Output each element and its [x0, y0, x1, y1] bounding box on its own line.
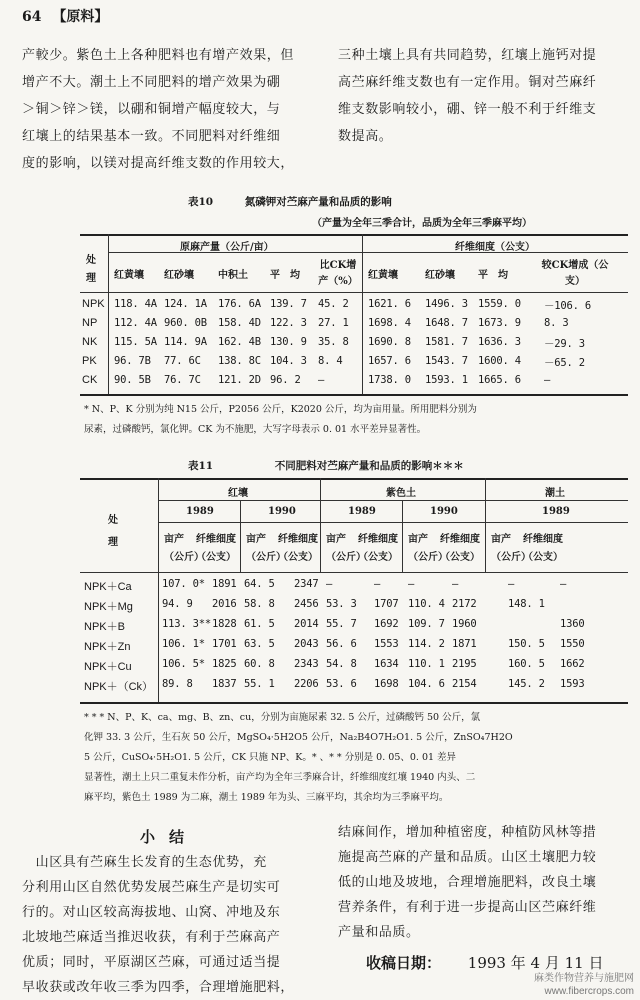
watermark-line: www.fibercrops.com — [544, 986, 634, 997]
table10-sub-header: 中积土 — [218, 270, 248, 281]
table10-cell: 1698. 4 — [368, 317, 411, 329]
summary-title: 小结 — [140, 828, 199, 846]
table11-cell: — — [560, 578, 567, 590]
note-line: 麻平均，紫色土 1989 为二麻，潮土 1989 年为头、三麻平均，其余均为三季麻平均。 — [84, 792, 449, 803]
table10-cell: 176. 6A — [218, 298, 261, 310]
table11-cell: 1662 — [560, 658, 585, 670]
table11-year: 1990 — [430, 506, 458, 517]
table11-cell: 63. 5 — [244, 638, 275, 650]
table10-cell: 139. 7 — [270, 298, 307, 310]
table10-cell: 1738. 0 — [368, 374, 411, 386]
table10-cell: 130. 9 — [270, 336, 307, 348]
table11-title: 不同肥料对苎麻产量和品质的影响＊＊＊ — [274, 460, 464, 472]
table10-cell: 1690. 8 — [368, 336, 411, 348]
text-line: 施提高苎麻的产量和品质。山区土壤肥力较 — [338, 850, 597, 865]
table10-sub-header: 红砂壤 — [164, 270, 194, 281]
text-line: 数提高。 — [338, 129, 393, 144]
table11-sub-header: 纤维细度 — [523, 534, 563, 545]
table11-cell: 94. 9 — [162, 598, 193, 610]
table11-cell: 1960 — [452, 618, 477, 630]
table11-cell: 110. 1 — [408, 658, 445, 670]
table11-sub-header: （公支） — [440, 552, 480, 563]
text-line: 结麻间作，增加种植密度，种植防风林等措 — [338, 825, 597, 840]
table11-year: 1990 — [268, 506, 296, 517]
table10-cell: 77. 6C — [164, 355, 201, 367]
table11-cell: — — [374, 578, 381, 590]
intro-left-column — [22, 42, 294, 177]
text-line: 产較少。紫色土上各种肥料也有增产效果，但 — [22, 48, 295, 63]
table10-cell: 121. 2D — [218, 374, 261, 386]
table11-cell: 2456 — [294, 598, 319, 610]
table11-row-label: NPK＋Cu — [84, 661, 132, 673]
table10-sub-header: 平 均 — [478, 270, 508, 281]
table11-sub-header: （公斤） — [164, 552, 204, 563]
table10-cell: 122. 3 — [270, 317, 307, 329]
table10-cell: 118. 4A — [114, 298, 157, 310]
table11-cell: 1837 — [212, 678, 237, 690]
table11-sub-header: 亩产 — [246, 534, 266, 545]
table11-sub-header: （公斤） — [246, 552, 286, 563]
table11-year: 1989 — [186, 506, 214, 517]
table10-cell: 1657. 6 — [368, 355, 411, 367]
table10-cell: 8. 4 — [318, 355, 343, 367]
table10-cell: 1636. 3 — [478, 336, 521, 348]
table10-cell: — — [318, 374, 325, 386]
table10-bottom-rule — [80, 394, 628, 396]
text-line: 早收获或改年收三季为四季，合理增施肥料， — [22, 980, 295, 995]
table11-cell: — — [508, 578, 515, 590]
table10-cell: 27. 1 — [318, 317, 349, 329]
table11-cell: 53. 6 — [326, 678, 357, 690]
table10-sub-header: 较CK增成（公支） — [541, 260, 609, 287]
table11-cell: 110. 4 — [408, 598, 445, 610]
table11-sub-header: 亩产 — [164, 534, 184, 545]
table11-sub-header: 纤维细度 — [196, 534, 236, 545]
table11-cell: 2154 — [452, 678, 477, 690]
intro-right-column — [338, 42, 596, 150]
table10-cell: 1496. 3 — [425, 298, 468, 310]
table11-sub-header: 亩产 — [408, 534, 428, 545]
table10-group2: 纤维细度（公支） — [455, 242, 535, 253]
table11-cell: 60. 8 — [244, 658, 275, 670]
table11-cell: 56. 6 — [326, 638, 357, 650]
table10-cell: －106. 6 — [544, 300, 592, 312]
table10-group1: 原麻产量（公斤/亩） — [180, 242, 274, 253]
table10-vline — [108, 234, 109, 394]
text-line: 三种土壤上具有共同趋势，红壤上施钙对提 — [338, 48, 597, 63]
table11-soil: 潮土 — [545, 488, 565, 499]
table10-vline — [362, 234, 363, 394]
table11-cell: 1871 — [452, 638, 477, 650]
received-label: 收稿日期： — [366, 954, 442, 972]
table11-year-rule — [158, 522, 628, 523]
table10-note — [84, 400, 477, 440]
table10-cell: 96. 2 — [270, 374, 301, 386]
table11-cell: 55. 1 — [244, 678, 275, 690]
note-line: 化钾 33. 3 公斤，生石灰 50 公斤，MgSO₄·5H2O5 公斤，Na₂B4O7H₂O1. 5 公斤，ZnSO₄7H2O — [84, 732, 513, 743]
table11-cell: 2343 — [294, 658, 319, 670]
table10-row-label: NK — [82, 336, 98, 348]
table10-cell: 104. 3 — [270, 355, 307, 367]
table11-cell: 54. 8 — [326, 658, 357, 670]
table10-cell: 112. 4A — [114, 317, 157, 329]
table10-sub-header: 红黄壤 — [114, 270, 144, 281]
text-line: 产量和品质。 — [338, 925, 420, 940]
table11-sub-header: （公支） — [358, 552, 398, 563]
table11-cell: 1891 — [212, 578, 237, 590]
text-line: 行的。对山区较高海拔地、山窝、冲地及东 — [22, 905, 281, 920]
table11-sub-header: 纤维细度 — [358, 534, 398, 545]
table11-cell: 107. 0* — [162, 578, 205, 590]
table10-sub-header: 比CK增产（%） — [318, 260, 358, 287]
table10-cell: 76. 7C — [164, 374, 201, 386]
table11-sub-header: 纤维细度 — [440, 534, 480, 545]
table10-cell: 1648. 7 — [425, 317, 468, 329]
table10-top-rule — [80, 234, 628, 236]
summary-left-column — [22, 850, 294, 1000]
table10-title: 氮磷钾对苎麻产量和品质的影响 — [244, 196, 392, 208]
text-line: 北坡地苎麻适当推迟收获，有利于苎麻高产 — [22, 930, 281, 945]
text-line: 营养条件，有利于进一步提高山区苎麻纤维 — [338, 900, 597, 915]
table10-cell: 115. 5A — [114, 336, 157, 348]
table11-row-label: NPK＋B — [84, 621, 125, 633]
text-line: 高苎麻纤维支数也有一定作用。铜对苎麻纤 — [338, 75, 597, 90]
table11-sub-header: （公斤） — [326, 552, 366, 563]
table10-cell: 124. 1A — [164, 298, 207, 310]
table11-treat-header: 处 理 — [108, 515, 128, 548]
table11-cell: 1707 — [374, 598, 399, 610]
table11-vline — [485, 478, 486, 572]
table10-cell: 1673. 9 — [478, 317, 521, 329]
table11-row-label: NPK＋Mg — [84, 601, 133, 613]
table11-cell: 1698 — [374, 678, 399, 690]
table11-cell: 1828 — [212, 618, 237, 630]
summary-right-column — [338, 820, 596, 945]
table11-cell: 61. 5 — [244, 618, 275, 630]
table10-cell: 162. 4B — [218, 336, 261, 348]
table10-cell: 1559. 0 — [478, 298, 521, 310]
table11-caption — [188, 458, 464, 473]
text-line: 维支数影响较小，硼、锌一般不利于纤维支 — [338, 102, 597, 117]
table11-sub-header: （公斤） — [408, 552, 448, 563]
table11-cell: 2016 — [212, 598, 237, 610]
table11-note — [84, 708, 513, 808]
table11-soil: 紫色土 — [386, 488, 416, 499]
table11-row-label: NPK＋（Ck） — [84, 681, 154, 693]
table11-cell: 2206 — [294, 678, 319, 690]
text-line: 分利用山区自然优势发展苎麻生产是切实可 — [22, 880, 281, 895]
section-label: 【原料】 — [52, 9, 109, 25]
table10-cell: 90. 5B — [114, 374, 151, 386]
table11-cell: 1550 — [560, 638, 585, 650]
table11-cell: 1634 — [374, 658, 399, 670]
table10-cell: 1593. 1 — [425, 374, 468, 386]
text-line: ＞铜＞锌＞镁，以硼和铜增产幅度较大，与 — [22, 102, 281, 117]
table10-cell: 1621. 6 — [368, 298, 411, 310]
table10-sub-header: 平 均 — [270, 270, 300, 281]
table11-cell: 1825 — [212, 658, 237, 670]
table11-cell: 2043 — [294, 638, 319, 650]
page-header — [22, 6, 108, 26]
table10-cell: 138. 8C — [218, 355, 261, 367]
table10-sub-header: 红黄壤 — [368, 270, 398, 281]
table11-cell: 109. 7 — [408, 618, 445, 630]
table11-vline — [158, 478, 159, 702]
table11-cell: — — [326, 578, 333, 590]
table11-cell: 148. 1 — [508, 598, 545, 610]
received-date — [366, 952, 603, 973]
table11-cell: 1553 — [374, 638, 399, 650]
text-line: 红壤上的结果基本一致。不同肥料对纤维细 — [22, 129, 281, 144]
text-line: 度的影响，以镁对提高纤维支数的作用较大， — [22, 156, 295, 171]
table11-cell: 2347 — [294, 578, 319, 590]
page-number: 64 — [22, 9, 42, 25]
table11-cell: 145. 2 — [508, 678, 545, 690]
table11-row-label: NPK＋Zn — [84, 641, 131, 653]
table11-cell: 55. 7 — [326, 618, 357, 630]
table11-cell: — — [452, 578, 459, 590]
note-line: 显著性，潮土上只二重复未作分析，亩产均为全年三季麻合计，纤维细度红壤 1940 内头、二 — [84, 772, 476, 783]
text-line: 增产不大。潮土上不同肥料的增产效果为硼 — [22, 75, 281, 90]
note-line: * * * N、P、K、ca、mg、B、zn、cu，分别为亩施尿素 32. 5 公斤，过磷酸钙 50 公斤，氯 — [84, 712, 481, 723]
table10-row-label: CK — [82, 374, 98, 386]
table10-cell: 45. 2 — [318, 298, 349, 310]
table11-cell: 2195 — [452, 658, 477, 670]
table10-subtitle: （产量为全年三季合计，品质为全年三季麻平均） — [312, 218, 532, 229]
table10-cell: 158. 4D — [218, 317, 261, 329]
table11-cell: 64. 5 — [244, 578, 275, 590]
table11-row-label: NPK＋Ca — [84, 581, 132, 593]
table11-cell: 106. 1* — [162, 638, 205, 650]
table11-cell: 104. 6 — [408, 678, 445, 690]
table11-year: 1989 — [348, 506, 376, 517]
table10-cell: －65. 2 — [544, 357, 585, 369]
table11-top-rule — [80, 478, 628, 480]
table11-cell: 114. 2 — [408, 638, 445, 650]
table10-cell: 96. 7B — [114, 355, 151, 367]
table10-cell: — — [544, 374, 551, 386]
watermark — [534, 972, 634, 998]
table11-sub-header: （公支） — [278, 552, 318, 563]
text-line: 优质；同时，平原湖区苎麻，可通过适当提 — [22, 955, 281, 970]
table11-cell: 160. 5 — [508, 658, 545, 670]
table11-cell: 89. 8 — [162, 678, 193, 690]
table10-row-label: PK — [82, 355, 97, 367]
table11-sub-header: 纤维细度 — [278, 534, 318, 545]
text-line: 山区具有苎麻生长发育的生态优势，充 — [22, 855, 267, 870]
table10-row-label: NP — [82, 317, 98, 329]
table11-sub-header: （公斤） — [491, 552, 531, 563]
table11-sub-header: 亩产 — [491, 534, 511, 545]
table10-cell: 1543. 7 — [425, 355, 468, 367]
table11-vline — [402, 500, 403, 572]
table11-year: 1989 — [542, 506, 570, 517]
table11-cell: — — [408, 578, 415, 590]
table11-soil: 红壤 — [228, 488, 248, 499]
table10-cell: 114. 9A — [164, 336, 207, 348]
table11-header-rule — [80, 572, 628, 573]
table11-vline — [320, 478, 321, 572]
table11-bottom-rule — [80, 702, 628, 704]
table11-soil-rule — [158, 500, 628, 501]
table11-cell: 1593 — [560, 678, 585, 690]
table11-sub-header: （公支） — [196, 552, 236, 563]
text-line: 低的山地及坡地，合理增施肥料，改良土壤 — [338, 875, 597, 890]
table10-cell: 1581. 7 — [425, 336, 468, 348]
note-line: 尿素，过磷酸钙，氯化钾。CK 为不施肥，大写字母表示 0. 01 水平差异显著性。 — [84, 424, 427, 435]
table10-cell: －29. 3 — [544, 338, 585, 350]
table10-sub-header: 红砂壤 — [425, 270, 455, 281]
table11-sub-header: （公支） — [523, 552, 563, 563]
table10-cell: 1665. 6 — [478, 374, 521, 386]
table11-cell: 2014 — [294, 618, 319, 630]
table10-cell: 1600. 4 — [478, 355, 521, 367]
table11-cell: 113. 3** — [162, 618, 211, 630]
table10-row-label: NPK — [82, 298, 105, 310]
table10-cell: 960. 0B — [164, 317, 207, 329]
table11-cell: 2172 — [452, 598, 477, 610]
note-line: 5 公斤，CuSO₄·5H₂O1. 5 公斤，CK 只施 NP、K。* 、* * 分别是 0. 05、0. 01 差异 — [84, 752, 457, 763]
table11-number: 表11 — [188, 460, 214, 472]
table11-cell: 1360 — [560, 618, 585, 630]
table10-cell: 35. 8 — [318, 336, 349, 348]
table11-cell: 106. 5* — [162, 658, 205, 670]
table11-cell: 53. 3 — [326, 598, 357, 610]
table11-cell: 58. 8 — [244, 598, 275, 610]
table10-cell: 8. 3 — [544, 317, 569, 329]
note-line: * N、P、K 分别为纯 N15 公斤，P2056 公斤，K2020 公斤，均为亩用量。所用肥料分别为 — [84, 404, 477, 415]
table10-number: 表10 — [188, 196, 214, 208]
table10-header-rule — [80, 292, 628, 293]
received-value: 1993 年 4 月 11 日 — [467, 954, 604, 972]
table11-vline — [240, 500, 241, 572]
table11-cell: 150. 5 — [508, 638, 545, 650]
watermark-line: 麻类作物营养与施肥网 — [534, 973, 634, 984]
table11-sub-header: 亩产 — [326, 534, 346, 545]
table11-cell: 1701 — [212, 638, 237, 650]
table10-caption — [188, 194, 392, 209]
table11-cell: 1692 — [374, 618, 399, 630]
table10-treat-header: 处理 — [86, 255, 96, 284]
